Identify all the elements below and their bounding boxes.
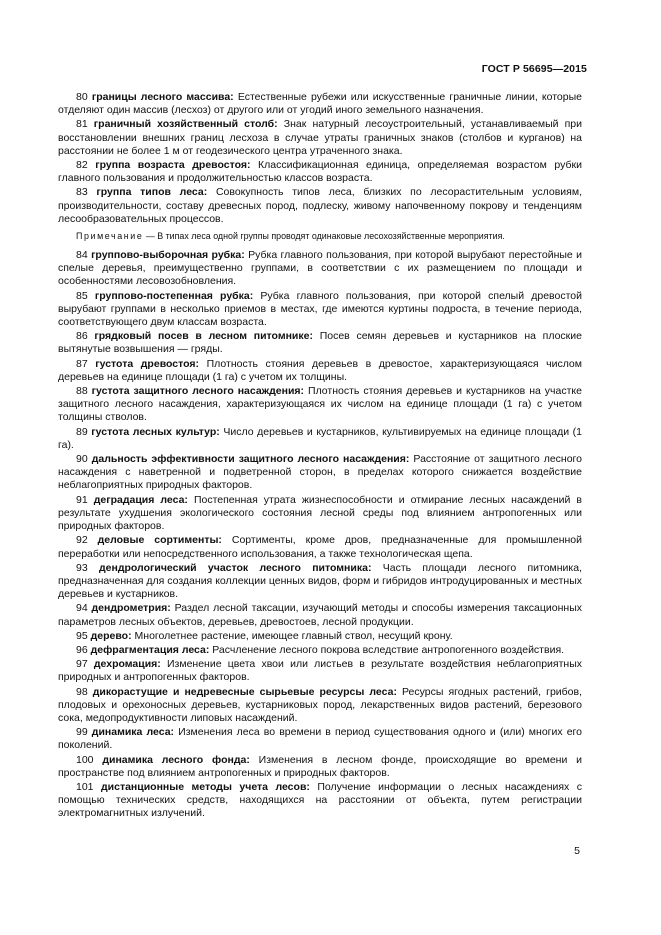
note-label: Примечание [76, 231, 144, 242]
entry-term: дефрагментация леса: [90, 643, 210, 656]
note-dash: — [143, 231, 158, 242]
glossary-entry [58, 602, 582, 628]
glossary-entry [58, 249, 582, 289]
entry-term: дехромация: [93, 658, 161, 671]
entry-term: динамика лесного фонда: [102, 753, 250, 766]
entry-definition: Посев семян деревьев и кустарников на плоские вытянутые возвышения — гряды. [58, 330, 582, 356]
entry-number: 88 [76, 385, 92, 398]
glossary-entry [58, 186, 582, 226]
glossary-entry [58, 534, 582, 560]
glossary-entry [58, 781, 582, 821]
glossary-entry [58, 358, 582, 384]
entry-term: густота лесных культур: [91, 425, 220, 438]
entry-definition: Рубка главного пользования, при которой вырубают перестойные и спелые деревья, преимущественно группами, в соответствии с их размещением по площади и особенностями лесовозобновления. [58, 249, 582, 288]
entry-term: грядковый посев в лесном питомнике: [94, 330, 313, 343]
entry-definition: Изменение цвета хвои или листьев в результате воздействия неблагоприятных природных и антропогенных факторов. [58, 658, 582, 684]
entry-number: 84 [76, 249, 92, 262]
entry-number: 86 [76, 330, 95, 343]
entry-number: 82 [76, 159, 96, 172]
glossary-entry [58, 630, 582, 643]
standard-header: ГОСТ Р 56695—2015 [481, 63, 587, 75]
glossary-entry [58, 562, 582, 602]
glossary-entry [58, 290, 582, 330]
entry-number: 93 [76, 561, 99, 574]
entry-definition: Раздел лесной таксации, изучающий методы и способы измерения таксационных параметров лесных объектов, деревьев, древостоев, лесной продукции. [58, 602, 583, 628]
entry-number: 80 [76, 91, 92, 103]
entry-number: 99 [76, 726, 92, 739]
note [58, 230, 582, 242]
entry-definition: Естественные рубежи или искусственные граничные линии, которые отделяют один массив (лесхоз) от другого или от угодий иного земельного назначения. [58, 91, 582, 117]
entry-term: густота защитного лесного насаждения: [91, 385, 305, 398]
entry-definition: Ресурсы ягодных растений, грибов, плодовых и орехоносных деревьев, кустарниковых пород, лекарственных видов растений, березового сока, медопродуктивности липовых насаждений. [58, 685, 582, 724]
entry-number: 95 [76, 629, 91, 642]
entry-number: 98 [76, 685, 93, 698]
glossary-content [58, 91, 582, 822]
entry-definition: Изменения леса во времени в период существования одного и (или) многих его поколений. [58, 726, 582, 752]
entry-definition: Многолетнее растение, имеющее главный ствол, несущий крону. [131, 629, 453, 642]
entry-term: деловые сортименты: [97, 534, 222, 547]
entry-term: дистанционные методы учета лесов: [100, 780, 310, 793]
entry-definition: Классификационная единица, определяемая возрастом рубки главного пользования и продолжительностью классов возраста. [58, 159, 582, 185]
entry-term: группа возраста древостоя: [95, 159, 251, 172]
entry-term: деградация леса: [93, 493, 188, 506]
entry-definition: Постепенная утрата жизнеспособности и отмирание лесных насаждений в результате ухудшения экологического состояния лесной среды под влиянием антропогенных или природных факторов. [58, 493, 582, 533]
glossary-entry [58, 754, 582, 780]
glossary-entry [58, 385, 582, 425]
glossary-entry [58, 726, 582, 752]
entry-definition: Число деревьев и кустарников, культивируемых на единице площади (1 га). [58, 425, 582, 451]
entry-definition: Расстояние от защитного лесного насаждения с наветренной и подветренной сторон, в пределах которого снижается воздействие неблагоприятных природных факторов. [58, 453, 582, 492]
entry-definition: Рубка главного пользования, при которой спелый древостой вырубают группами в несколько приемов в местах, где имеются куртины подроста, в течение периода, соответствующего двум классам возраста. [58, 289, 582, 329]
entry-number: 101 [76, 780, 101, 793]
entry-number: 90 [76, 453, 92, 466]
entry-term: границы лесного массива: [91, 91, 234, 103]
entries-block-a [58, 91, 582, 226]
entry-term: динамика леса: [91, 726, 175, 739]
entry-number: 91 [76, 493, 94, 506]
page-number: 5 [574, 845, 580, 857]
entry-number: 92 [76, 534, 98, 547]
glossary-entry [58, 159, 582, 185]
entry-term: дикорастущие и недревесные сырьевые ресурсы леса: [92, 685, 397, 698]
entry-number: 83 [76, 186, 97, 199]
glossary-entry [58, 686, 582, 726]
glossary-entry [58, 118, 582, 158]
entry-term: дальность эффективности защитного лесного насаждения: [91, 453, 410, 466]
entry-term: граничный хозяйственный столб: [93, 118, 278, 131]
entry-number: 96 [76, 643, 91, 656]
entry-definition: Плотность стояния деревьев в древостое, характеризующаяся числом деревьев на единице площади (1 га) с учетом их толщины. [58, 357, 582, 383]
entry-term: группа типов леса: [96, 186, 208, 199]
entry-term: дендрологический участок лесного питомника: [98, 561, 372, 574]
glossary-entry [58, 91, 582, 117]
entry-definition: Часть площади лесного питомника, предназначенная для создания коллекции ценных видов, форм и гибридов интродуцированных и местных деревьев и кустарников. [58, 561, 582, 601]
entry-definition: Совокупность типов леса, близких по лесорастительным условиям, производительности, составу древесных пород, подлеску, живому напочвенному покрову и тенденциям лесообразовательных процессов. [58, 186, 582, 225]
entry-definition: Расчленение лесного покрова вследствие антропогенного воздействия. [209, 643, 565, 656]
glossary-entry [58, 658, 582, 684]
entry-number: 87 [76, 357, 96, 370]
entry-term: группово-постепенная рубка: [94, 289, 254, 302]
entry-term: дендрометрия: [91, 602, 171, 615]
entry-definition: Получение информации о лесных насаждениях с помощью технических средств, находящихся на расстоянии от объекта, путем регистрации электромагнитных излучений. [58, 780, 583, 820]
entry-number: 85 [76, 289, 95, 302]
entry-definition: Знак натурный лесоустроительный, устанавливаемый при восстановлении внешних границ лесхоза в случае утраты граничных знаков (столбов и курганов) на расстоянии не более 1 м от геодезического центра утраченного знака. [58, 118, 582, 157]
entry-number: 94 [76, 602, 92, 615]
entry-term: группово-выборочная рубка: [91, 249, 245, 262]
entry-number: 89 [76, 425, 92, 438]
glossary-entry [58, 330, 582, 356]
glossary-entry [58, 426, 582, 452]
entry-term: дерево: [90, 629, 132, 642]
entry-number: 97 [76, 658, 94, 671]
entry-term: густота древостоя: [95, 357, 200, 370]
glossary-entry [58, 644, 582, 657]
entry-number: 81 [76, 118, 94, 131]
note-text: В типах леса одной группы проводят одинаковые лесохозяйственные мероприятия. [157, 231, 505, 242]
entry-definition: Плотность стояния деревьев и кустарников на участке защитного лесного насаждения, характеризующаяся их числом на единице площади (1 га) с учетом толщины стволов. [58, 385, 582, 424]
glossary-entry [58, 494, 582, 534]
entries-block-b [58, 249, 582, 821]
glossary-entry [58, 453, 582, 493]
entry-definition: Изменения в лесном фонде, происходящие во времени и пространстве под влиянием антропогенных и природных факторов. [58, 753, 582, 779]
entry-number: 100 [76, 753, 103, 766]
entry-definition: Сортименты, кроме дров, предназначенные для промышленной переработки или непосредственного использования, а также технологическая щепа. [58, 534, 583, 560]
